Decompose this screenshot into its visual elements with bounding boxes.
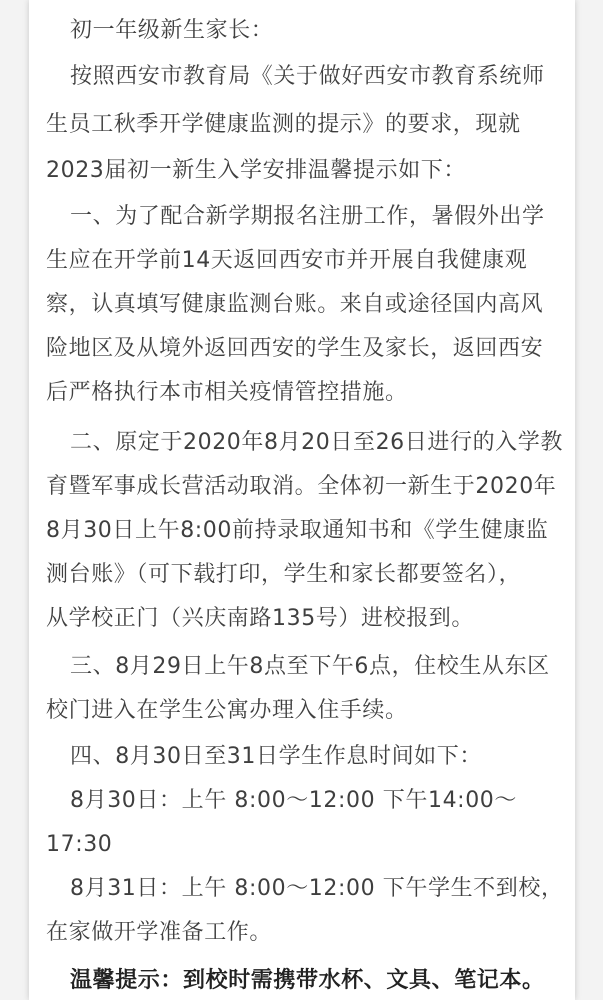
schedule-day2-line-1: 8月31日：上午 8:00～12:00 下午学生不到校， [70,876,564,901]
section1-line-4: 险地区及从境外返回西安的学生及家长，返回西安 [46,336,544,361]
section3-line-1: 三、8月29日上午8点至下午6点，住校生从东区 [70,654,550,679]
section1-line-1: 一、为了配合新学期报名注册工作，暑假外出学 [70,204,545,229]
schedule-day1-line-2: 17:30 [46,832,113,857]
intro-line-1: 按照西安市教育局《关于做好西安市教育系统师 [70,64,545,89]
section2-line-5: 从学校正门（兴庆南路135号）进校报到。 [46,606,474,631]
section2-line-1: 二、原定于2020年8月20日至26日进行的入学教 [70,430,563,455]
schedule-day1-line-1: 8月30日：上午 8:00～12:00 下午14:00～ [70,788,517,813]
document-page [29,0,575,1000]
section2-line-4: 测台账》（可下载打印，学生和家长都要签名）， [46,562,522,587]
section1-line-5: 后严格执行本市相关疫情管控措施。 [46,380,408,405]
section2-line-2: 育暨军事成长营活动取消。全体初一新生于2020年 [46,474,557,499]
section1-line-3: 察，认真填写健康监测台账。来自或途径国内高风 [46,292,544,317]
greeting: 初一年级新生家长： [70,18,274,43]
intro-line-2: 生员工秋季开学健康监测的提示》的要求，现就 [46,112,521,137]
section3-line-2: 校门进入在学生公寓办理入住手续。 [46,698,408,723]
reminder-note: 温馨提示：到校时需携带水杯、文具、笔记本。 [70,968,545,993]
section2-line-3: 8月30日上午8:00前持录取通知书和《学生健康监 [46,518,549,543]
schedule-day2-line-2: 在家做开学准备工作。 [46,920,273,945]
section4-heading: 四、8月30日至31日学生作息时间如下： [70,744,482,769]
section1-line-2: 生应在开学前14天返回西安市并开展自我健康观 [46,248,528,273]
intro-line-3: 2023届初一新生入学安排温馨提示如下： [46,158,466,183]
